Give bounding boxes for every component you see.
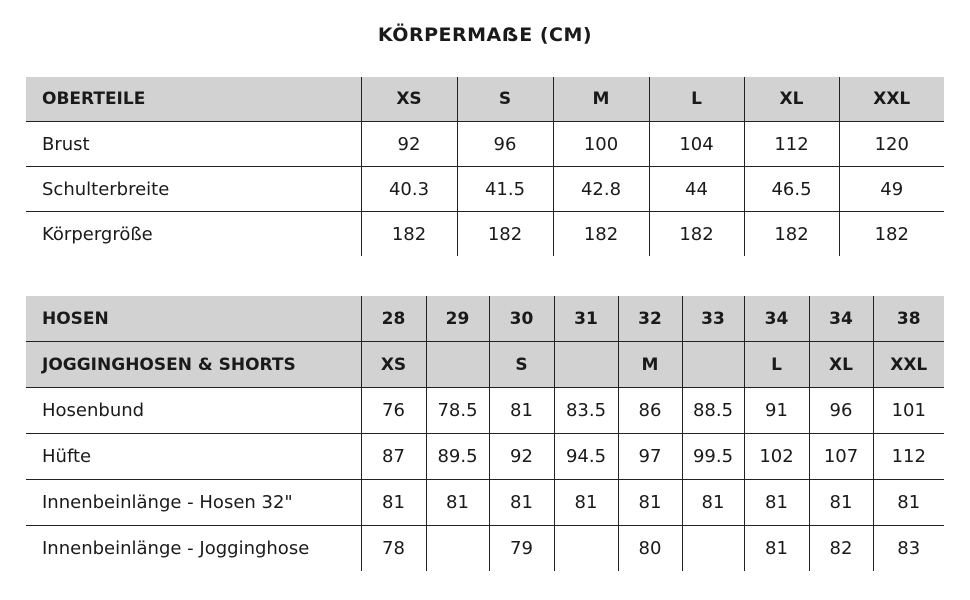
table-cell: 112 — [744, 122, 839, 167]
table-cell: 100 — [553, 122, 649, 167]
table-cell: 79 — [489, 526, 554, 572]
table-cell: 33 — [682, 296, 744, 342]
table-cell: 182 — [553, 212, 649, 257]
tops-header-row — [26, 77, 944, 122]
table-cell: S — [457, 77, 553, 122]
table-cell: 112 — [873, 434, 944, 480]
table-cell — [682, 342, 744, 388]
table-cell: 182 — [839, 212, 944, 257]
table-cell: 34 — [809, 296, 873, 342]
row-label: Hosenbund — [26, 388, 361, 434]
table-cell: 34 — [744, 296, 809, 342]
table-row — [26, 212, 944, 257]
table-cell: 78 — [361, 526, 426, 572]
table-cell: XL — [809, 342, 873, 388]
table-row — [26, 480, 944, 526]
row-label: Schulterbreite — [26, 167, 361, 212]
table-cell — [554, 342, 618, 388]
row-label: HOSEN — [26, 296, 361, 342]
table-cell: 46.5 — [744, 167, 839, 212]
table-cell: 81 — [489, 480, 554, 526]
table-cell: 29 — [426, 296, 489, 342]
table-cell: 87 — [361, 434, 426, 480]
table-cell: 80 — [618, 526, 682, 572]
table-cell: 81 — [682, 480, 744, 526]
table-cell: 81 — [554, 480, 618, 526]
table-cell: 99.5 — [682, 434, 744, 480]
table-cell — [554, 526, 618, 572]
table-cell: 81 — [744, 480, 809, 526]
page-title: KÖRPERMAẞE (CM) — [377, 24, 593, 46]
table-cell: 81 — [489, 388, 554, 434]
table-cell: 31 — [554, 296, 618, 342]
table-cell: 92 — [489, 434, 554, 480]
table-row — [26, 434, 944, 480]
table-cell: 44 — [649, 167, 744, 212]
table-cell: 81 — [618, 480, 682, 526]
table-cell: 81 — [361, 480, 426, 526]
pants-size-table — [26, 296, 944, 571]
table-cell: L — [744, 342, 809, 388]
table-cell: 32 — [618, 296, 682, 342]
row-label: Innenbeinlänge - Jogginghose — [26, 526, 361, 572]
table-cell: 49 — [839, 167, 944, 212]
table-cell: 81 — [426, 480, 489, 526]
table-cell: 104 — [649, 122, 744, 167]
row-label: Brust — [26, 122, 361, 167]
jogging-header-row — [26, 342, 944, 388]
table-row — [26, 122, 944, 167]
table-cell: 92 — [361, 122, 457, 167]
table-cell: 182 — [361, 212, 457, 257]
table-cell: L — [649, 77, 744, 122]
pants-header-row — [26, 296, 944, 342]
table-cell — [426, 526, 489, 572]
row-label: Körpergröße — [26, 212, 361, 257]
table-cell: XS — [361, 342, 426, 388]
table-cell: 101 — [873, 388, 944, 434]
table-cell: 96 — [457, 122, 553, 167]
table-cell: M — [553, 77, 649, 122]
table-cell: 28 — [361, 296, 426, 342]
table-cell: 97 — [618, 434, 682, 480]
table-cell: 102 — [744, 434, 809, 480]
row-label: Hüfte — [26, 434, 361, 480]
table-row — [26, 388, 944, 434]
table-cell: 40.3 — [361, 167, 457, 212]
table-cell: S — [489, 342, 554, 388]
table-cell: 182 — [744, 212, 839, 257]
tops-size-table — [26, 77, 944, 256]
table-cell: 81 — [873, 480, 944, 526]
table-cell: 182 — [457, 212, 553, 257]
table-cell: 91 — [744, 388, 809, 434]
table-cell: 83.5 — [554, 388, 618, 434]
table-row — [26, 526, 944, 572]
table-cell: 94.5 — [554, 434, 618, 480]
row-label: Innenbeinlänge - Hosen 32" — [26, 480, 361, 526]
table-cell: 41.5 — [457, 167, 553, 212]
table-cell: 81 — [744, 526, 809, 572]
table-cell: XL — [744, 77, 839, 122]
table-cell: 107 — [809, 434, 873, 480]
table-cell: 42.8 — [553, 167, 649, 212]
table-cell: 83 — [873, 526, 944, 572]
table-cell: 89.5 — [426, 434, 489, 480]
table-row — [26, 167, 944, 212]
table-cell — [682, 526, 744, 572]
table-cell: XXL — [873, 342, 944, 388]
table-cell: 96 — [809, 388, 873, 434]
table-cell: XXL — [839, 77, 944, 122]
table-cell: 120 — [839, 122, 944, 167]
table-cell: 38 — [873, 296, 944, 342]
table-cell — [426, 342, 489, 388]
table-cell: 86 — [618, 388, 682, 434]
row-label: OBERTEILE — [26, 77, 361, 122]
table-cell: XS — [361, 77, 457, 122]
table-cell: 81 — [809, 480, 873, 526]
table-cell: 82 — [809, 526, 873, 572]
row-label: JOGGINGHOSEN & SHORTS — [26, 342, 361, 388]
table-cell: M — [618, 342, 682, 388]
table-cell: 76 — [361, 388, 426, 434]
table-cell: 78.5 — [426, 388, 489, 434]
table-cell: 30 — [489, 296, 554, 342]
table-cell: 182 — [649, 212, 744, 257]
table-cell: 88.5 — [682, 388, 744, 434]
